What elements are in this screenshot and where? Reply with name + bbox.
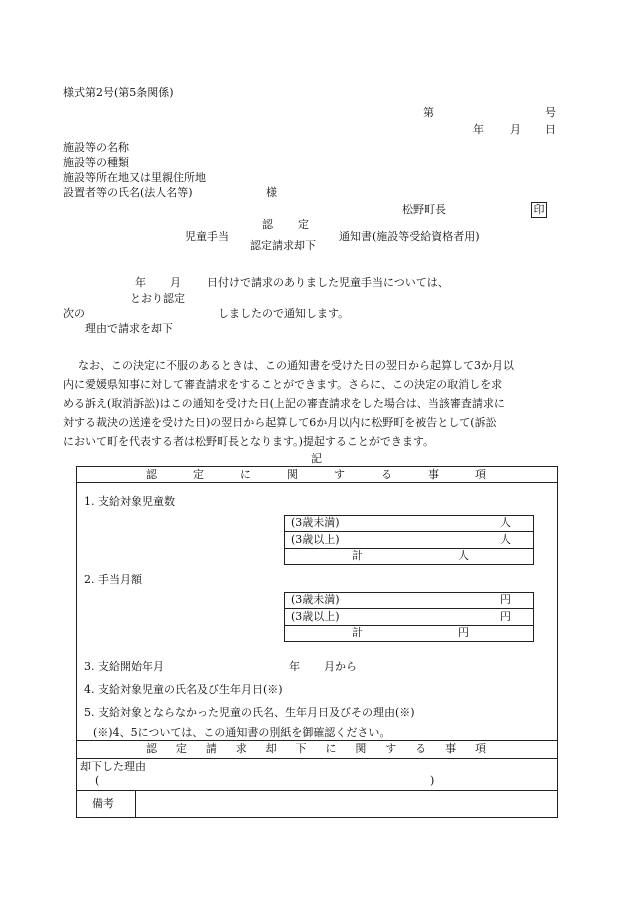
divider <box>76 758 558 759</box>
body-after-date: 日付けで請求のありました児童手当については、 <box>207 276 449 289</box>
seal-mark: 印 <box>531 202 547 218</box>
notice-line-1: なお、この決定に不服のあるときは、この通知書を受けた日の翌日から起算して3か月以 <box>78 359 514 372</box>
notice-line-4: 対する裁決の送達を受けた日)の翌日から起算して6か月以内に松野町を被告として(訴訟 <box>63 416 497 429</box>
title-prefix: 児童手当 <box>185 230 229 243</box>
section-char: る <box>415 742 427 755</box>
rejection-open-paren: ( <box>95 774 100 787</box>
owner-name-label: 設置者等の氏名(法人名等) <box>63 186 193 199</box>
children-row-unit: 人 <box>500 516 511 529</box>
section-char: 関 <box>355 742 367 755</box>
body-date-year: 年 <box>135 276 146 289</box>
section-nintei-header <box>146 468 486 482</box>
section-char: 事 <box>445 742 457 755</box>
divider <box>284 608 534 609</box>
body-date-month: 月 <box>170 276 181 289</box>
amount-row-label: (3歳以上) <box>291 610 340 623</box>
item-monthly-amount: 2. 手当月額 <box>84 573 142 586</box>
amount-row-label: (3歳未満) <box>291 593 340 606</box>
section-char: 事 <box>428 468 439 481</box>
notice-line-5: において町を代表する者は松野町長となります。)提起することができます。 <box>63 435 435 448</box>
item-child-names: 4. 支給対象児童の氏名及び生年月日(※) <box>84 683 283 696</box>
facility-name-label: 施設等の名称 <box>63 141 129 154</box>
body-toori-nintei: とおり認定 <box>130 292 185 305</box>
body-shimashita: しましたので通知します。 <box>218 307 350 320</box>
divider <box>76 740 558 741</box>
section-char: に <box>240 468 251 481</box>
children-row-unit: 人 <box>500 533 511 546</box>
section-char: に <box>325 742 337 755</box>
section-char: す <box>334 468 345 481</box>
body-riyuu-kyakka: 理由で請求を却下 <box>85 322 173 335</box>
doc-number-dai: 第 <box>423 106 434 119</box>
amount-row-unit: 円 <box>500 610 511 623</box>
section-char: 関 <box>287 468 298 481</box>
facility-address-label: 施設等所在地又は里親住所地 <box>63 171 206 184</box>
ki-heading: 記 <box>311 452 322 465</box>
section-char: 却 <box>265 742 277 755</box>
section-char: 請 <box>205 742 217 755</box>
date-month: 月 <box>510 123 521 136</box>
facility-type-label: 施設等の種類 <box>63 156 129 169</box>
notice-line-3: める訴え(取消訴訟)はこの通知を受けた日(上記の審査請求をした場合は、当該審査請求に <box>63 397 505 410</box>
section-char: 項 <box>475 468 486 481</box>
section-char: す <box>385 742 397 755</box>
section-char: 項 <box>474 742 486 755</box>
note-appendix: (※)4、5については、この通知書の別紙を御確認ください。 <box>93 726 391 739</box>
title-kyakka: 認定請求却下 <box>250 239 316 252</box>
item-children-count: 1. 支給対象児童数 <box>84 495 175 508</box>
amount-total-unit: 円 <box>458 626 469 639</box>
divider <box>135 790 136 818</box>
form-number: 様式第2号(第5条関係) <box>63 86 174 99</box>
date-day: 日 <box>545 123 556 136</box>
section-char: 認 <box>146 468 157 481</box>
section-char: る <box>381 468 392 481</box>
section-kyakka-header <box>146 742 486 756</box>
section-char: 求 <box>235 742 247 755</box>
title-nintei-2: 定 <box>298 218 309 231</box>
divider <box>76 482 558 483</box>
section-char: 認 <box>146 742 157 755</box>
children-total-unit: 人 <box>458 549 469 562</box>
children-row-label: (3歳未満) <box>291 516 340 529</box>
children-row-label: (3歳以上) <box>291 533 340 546</box>
section-char: 定 <box>193 468 204 481</box>
remarks-label: 備考 <box>92 797 114 810</box>
body-tsugi: 次の <box>63 307 85 320</box>
doc-number-go: 号 <box>545 106 556 119</box>
section-char: 下 <box>295 742 307 755</box>
owner-sama: 様 <box>266 186 277 199</box>
item-start-month-from: 月から <box>324 660 357 673</box>
item-start-month: 3. 支給開始年月 <box>84 660 164 673</box>
rejection-close-paren: ) <box>430 774 435 787</box>
rejection-reason-label: 却下した理由 <box>80 760 146 773</box>
item-excluded-children: 5. 支給対象とならなかった児童の氏名、生年月日及びその理由(※) <box>84 706 415 719</box>
notice-line-2: 内に愛媛県知事に対して審査請求をすることができます。さらに、この決定の取消しを求 <box>63 378 503 391</box>
date-year: 年 <box>473 123 484 136</box>
amount-total-label: 計 <box>352 626 363 639</box>
divider <box>284 625 534 626</box>
divider <box>284 531 534 532</box>
title-suffix: 通知書(施設等受給資格者用) <box>339 230 480 243</box>
amount-row-unit: 円 <box>500 593 511 606</box>
divider <box>284 548 534 549</box>
children-total-label: 計 <box>352 549 363 562</box>
divider <box>76 790 558 791</box>
issuer-mayor: 松野町長 <box>402 203 446 216</box>
section-char: 定 <box>175 742 187 755</box>
item-start-year: 年 <box>289 660 300 673</box>
title-nintei-1: 認 <box>262 218 273 231</box>
